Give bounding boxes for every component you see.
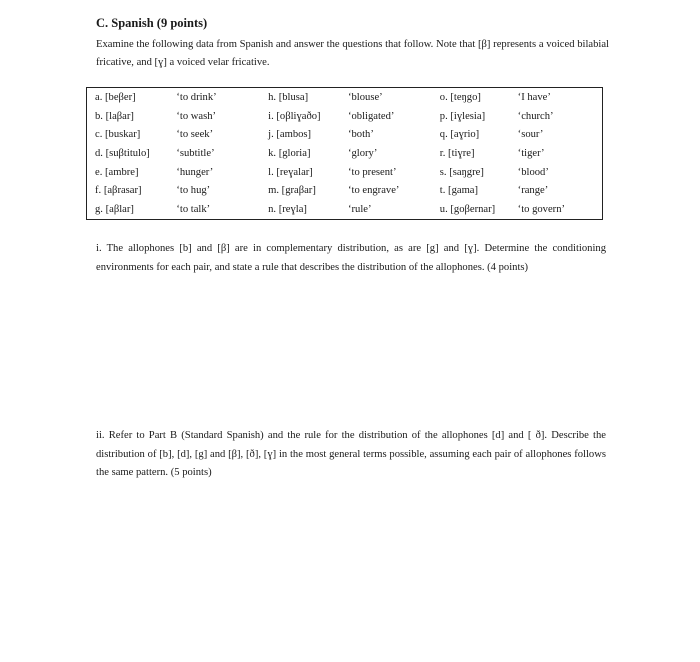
example-gloss: ‘sour’ xyxy=(517,129,544,141)
example-gloss: ‘subtitle’ xyxy=(176,147,215,159)
example-gloss: ‘church’ xyxy=(517,110,554,122)
example-form: s. [saŋgre] xyxy=(439,166,484,178)
example-gloss: ‘I have’ xyxy=(517,91,551,103)
example-gloss: ‘to talk’ xyxy=(176,204,211,216)
example-gloss: ‘to engrave’ xyxy=(347,185,400,197)
example-form: f. [aβrasar] xyxy=(95,185,142,197)
example-form: a. [beβer] xyxy=(95,91,136,103)
example-gloss: ‘range’ xyxy=(517,185,549,197)
table-row xyxy=(87,182,603,201)
example-form: u. [goβernar] xyxy=(439,204,496,216)
example-gloss: ‘hunger’ xyxy=(176,166,214,178)
table-row xyxy=(87,107,603,126)
example-form: k. [gloria] xyxy=(268,147,311,159)
example-gloss: ‘tiger’ xyxy=(517,147,545,159)
example-gloss: ‘to present’ xyxy=(347,166,397,178)
example-form: c. [buskar] xyxy=(95,129,141,141)
table-row xyxy=(87,88,603,107)
data-table xyxy=(86,87,603,220)
example-form: i. [oβliɣaðo] xyxy=(268,110,321,122)
example-gloss: ‘obligated’ xyxy=(347,110,395,122)
section-heading: C. Spanish (9 points) xyxy=(96,16,208,30)
section-intro: Examine the following data from Spanish and answer the questions that follow. Note that [β] represents a voiced bilabial fricative, and [ɣ] a voiced velar fricative. xyxy=(96,39,609,68)
table-row xyxy=(87,144,603,163)
example-form: r. [tiɣre] xyxy=(439,147,475,159)
example-form: l. [reɣalar] xyxy=(268,166,313,178)
example-form: g. [aβlar] xyxy=(95,204,134,216)
example-gloss: ‘blood’ xyxy=(517,166,549,178)
example-form: n. [reɣla] xyxy=(268,204,307,216)
question-ii: ii. Refer to Part B (Standard Spanish) and the rule for the distribution of the allophones [d] and [ ð]. Describe the distribution of [b], [d], [g] and [β], [ð], [ɣ] in the most general terms possible, assuming each pair of allophones follows the same pattern. (5 points) xyxy=(96,430,606,478)
example-gloss: ‘both’ xyxy=(347,129,374,141)
example-form: j. [ambos] xyxy=(268,129,312,141)
example-gloss: ‘to hug’ xyxy=(176,185,211,197)
example-form: d. [suβtitulo] xyxy=(95,147,150,159)
example-gloss: ‘to wash’ xyxy=(176,110,217,122)
example-form: o. [teŋgo] xyxy=(439,91,481,103)
table-row xyxy=(87,163,603,182)
example-form: t. [gama] xyxy=(439,185,479,197)
table-row xyxy=(87,200,603,219)
example-form: q. [aɣrio] xyxy=(439,129,480,141)
example-gloss: ‘to drink’ xyxy=(176,91,217,103)
example-gloss: ‘rule’ xyxy=(347,204,372,216)
example-gloss: ‘blouse’ xyxy=(347,91,383,103)
question-i: i. The allophones [b] and [β] are in complementary distribution, as are [g] and [ɣ]. Determine the conditioning environments for each pair, and state a rule that describes the distribution of the allophones. (4 points) xyxy=(96,243,606,273)
example-form: b. [laβar] xyxy=(95,110,134,122)
example-gloss: ‘glory’ xyxy=(347,147,378,159)
example-form: m. [graβar] xyxy=(268,185,316,197)
example-gloss: ‘to seek’ xyxy=(176,129,214,141)
example-form: e. [ambre] xyxy=(95,166,139,178)
example-form: p. [iɣlesia] xyxy=(439,110,486,122)
data-table-body xyxy=(87,88,603,220)
example-form: h. [blusa] xyxy=(268,91,309,103)
example-gloss: ‘to govern’ xyxy=(517,204,566,216)
table-row xyxy=(87,125,603,144)
